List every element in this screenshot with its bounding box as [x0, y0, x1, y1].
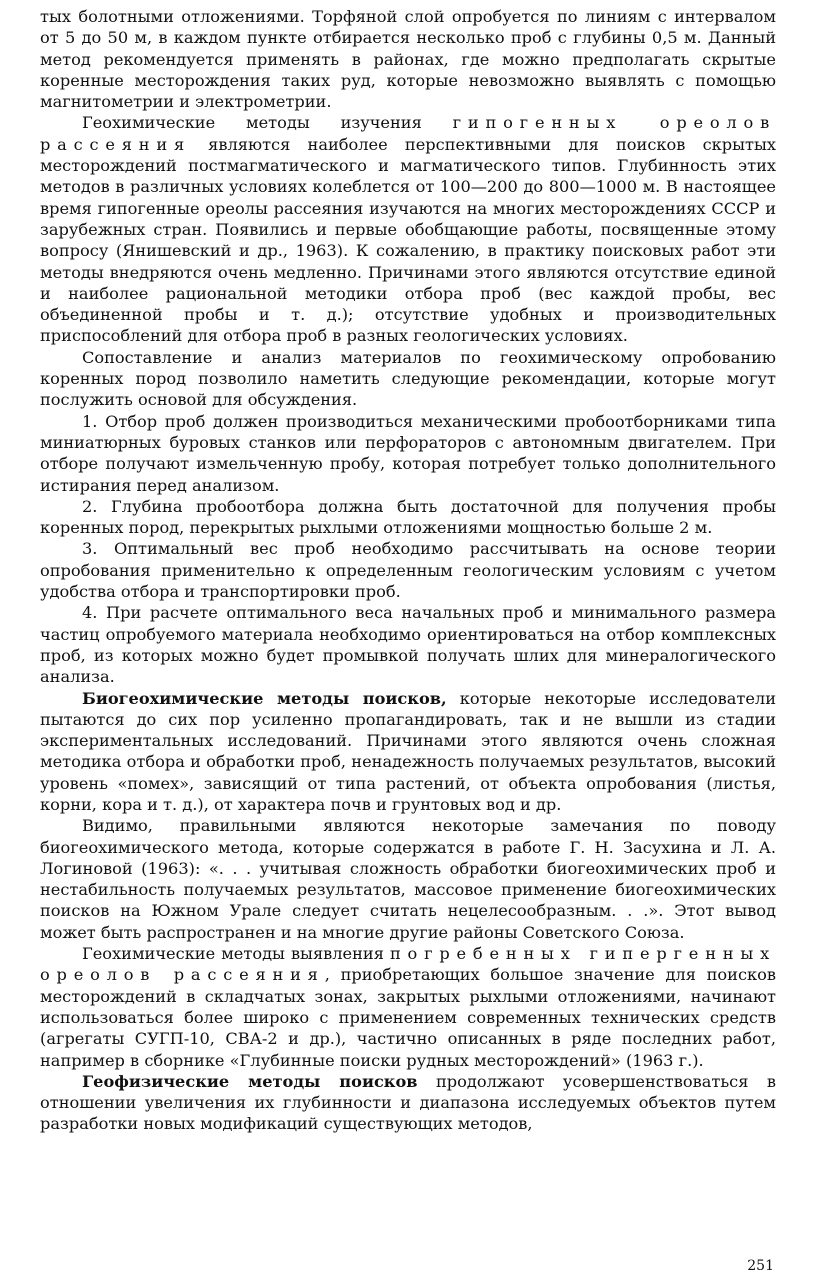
buried-body: , приобретающих большое значение для поисков месторождений в складчатых зонах, закрытых рыхлыми отложениями, начинают использоваться более широко с применением современных технических средств (агрегаты СУГП-10, СВА-2 и др.), частично описанных в ряде последних работ, например в сборнике «Глубинные поиски рудных месторождений» (1963 г.). — [40, 965, 776, 1070]
paragraph-comparison: Сопоставление и анализ материалов по геохимическому опробованию коренных пород позволило наметить следующие рекомендации, которые могут послужить основой для обсуждения. — [40, 347, 776, 410]
buried-intro: Геохимические методы выявления — [82, 944, 390, 964]
paragraph-zasukhin-quote: Видимо, правильными являются некоторые замечания по поводу биогеохимического метода, которые содержатся в работе Г. Н. Засухина и Л. А. Логиновой (1963): «. . . учитывая сложность обработки биогеохимических проб и нестабильность получаемых результатов, массовое применение биогеохимических поисков на Южном Урале следует считать нецелесообразным. . .». Этот вывод может быть распространен и на многие другие районы Советского Союза. — [40, 816, 776, 942]
recommendation-2: 2. Глубина пробоотбора должна быть достаточной для получения пробы коренных пород, перекрытых рыхлыми отложениями мощностью больше 2 м. — [40, 496, 776, 538]
paragraph-buried-halos — [40, 943, 776, 1071]
buried-term: погребенных гипергенных ореолов рассеяния — [40, 944, 776, 985]
hypogene-term: гипогенных ореолов рассеяния — [40, 113, 776, 154]
hypogene-intro: Геохимические методы изучения — [82, 113, 453, 133]
page-number: 251 — [747, 1258, 774, 1274]
recommendation-4: 4. При расчете оптимального веса начальных проб и минимального размера частиц опробуемого материала необходимо ориентироваться на отбор комплексных проб, из которых можно будет промывкой получать шлих для минералогического анализа. — [40, 603, 776, 687]
recommendation-3: 3. Оптимальный вес проб необходимо рассчитывать на основе теории опробования применительно к определенным геологическим условиям с учетом удобства отбора и транспортировки проб. — [40, 539, 776, 602]
biogeochemical-body: которые некоторые исследователи пытаются до сих пор усиленно пропагандировать, так и не вышли из стадии экспериментальных исследований. Причинами этого являются очень сложная методика отбора и обработки проб, ненадежность получаемых результатов, высокий уровень «помех», зависящий от типа растений, от объекта опробования (листья, корни, кора и т. д.), от характера почв и грунтовых вод и др. — [40, 688, 776, 814]
page-body — [40, 6, 776, 1135]
hypogene-body: являются наиболее перспективными для поисков скрытых месторождений постмагматического и магматического типов. Глубинность этих методов в различных условиях колеблется от 100—200 до 800—1000 м. В настоящее время гипогенные ореолы рассеяния изучаются на многих месторождениях СССР и зарубежных стран. Появились и первые обобщающие работы, посвященные этому вопросу (Янишевский и др., 1963). К сожалению, в практику поисковых работ эти методы внедряются очень медленно. Причинами этого являются отсутствие единой и наиболее рациональной методики отбора проб (вес каждой пробы, вес объединенной пробы и т. д.); отсутствие удобных и производительных приспособлений для отбора проб в разных геологических условиях. — [40, 134, 776, 346]
paragraph-geophysical — [40, 1071, 776, 1135]
biogeochemical-heading: Биогеохимические методы поисков, — [82, 688, 447, 708]
recommendation-1: 1. Отбор проб должен производиться механическими пробоотборниками типа миниатюрных буровых станков или перфораторов с автономным двигателем. При отборе получают измельченную пробу, которая потребует только дополнительного истирания перед анализом. — [40, 411, 776, 495]
geophysical-body: продолжают усовершенствоваться в отношении увеличения их глубинности и диапазона исследуемых объектов путем разработки новых модификаций существующих методов, — [40, 1071, 776, 1134]
paragraph-hypogene-halos — [40, 112, 776, 346]
paragraph-biogeochemical — [40, 688, 776, 816]
geophysical-heading: Геофизические методы поисков — [82, 1071, 418, 1091]
paragraph-peat-sampling: тых болотными отложениями. Торфяной слой опробуется по линиям с интервалом от 5 до 50 м, в каждом пункте отбирается несколько проб с глубины 0,5 м. Данный метод рекомендуется применять в районах, где можно предполагать скрытые коренные месторождения таких руд, которые невозможно выявлять с помощью магнитометрии и электрометрии. — [40, 7, 776, 112]
